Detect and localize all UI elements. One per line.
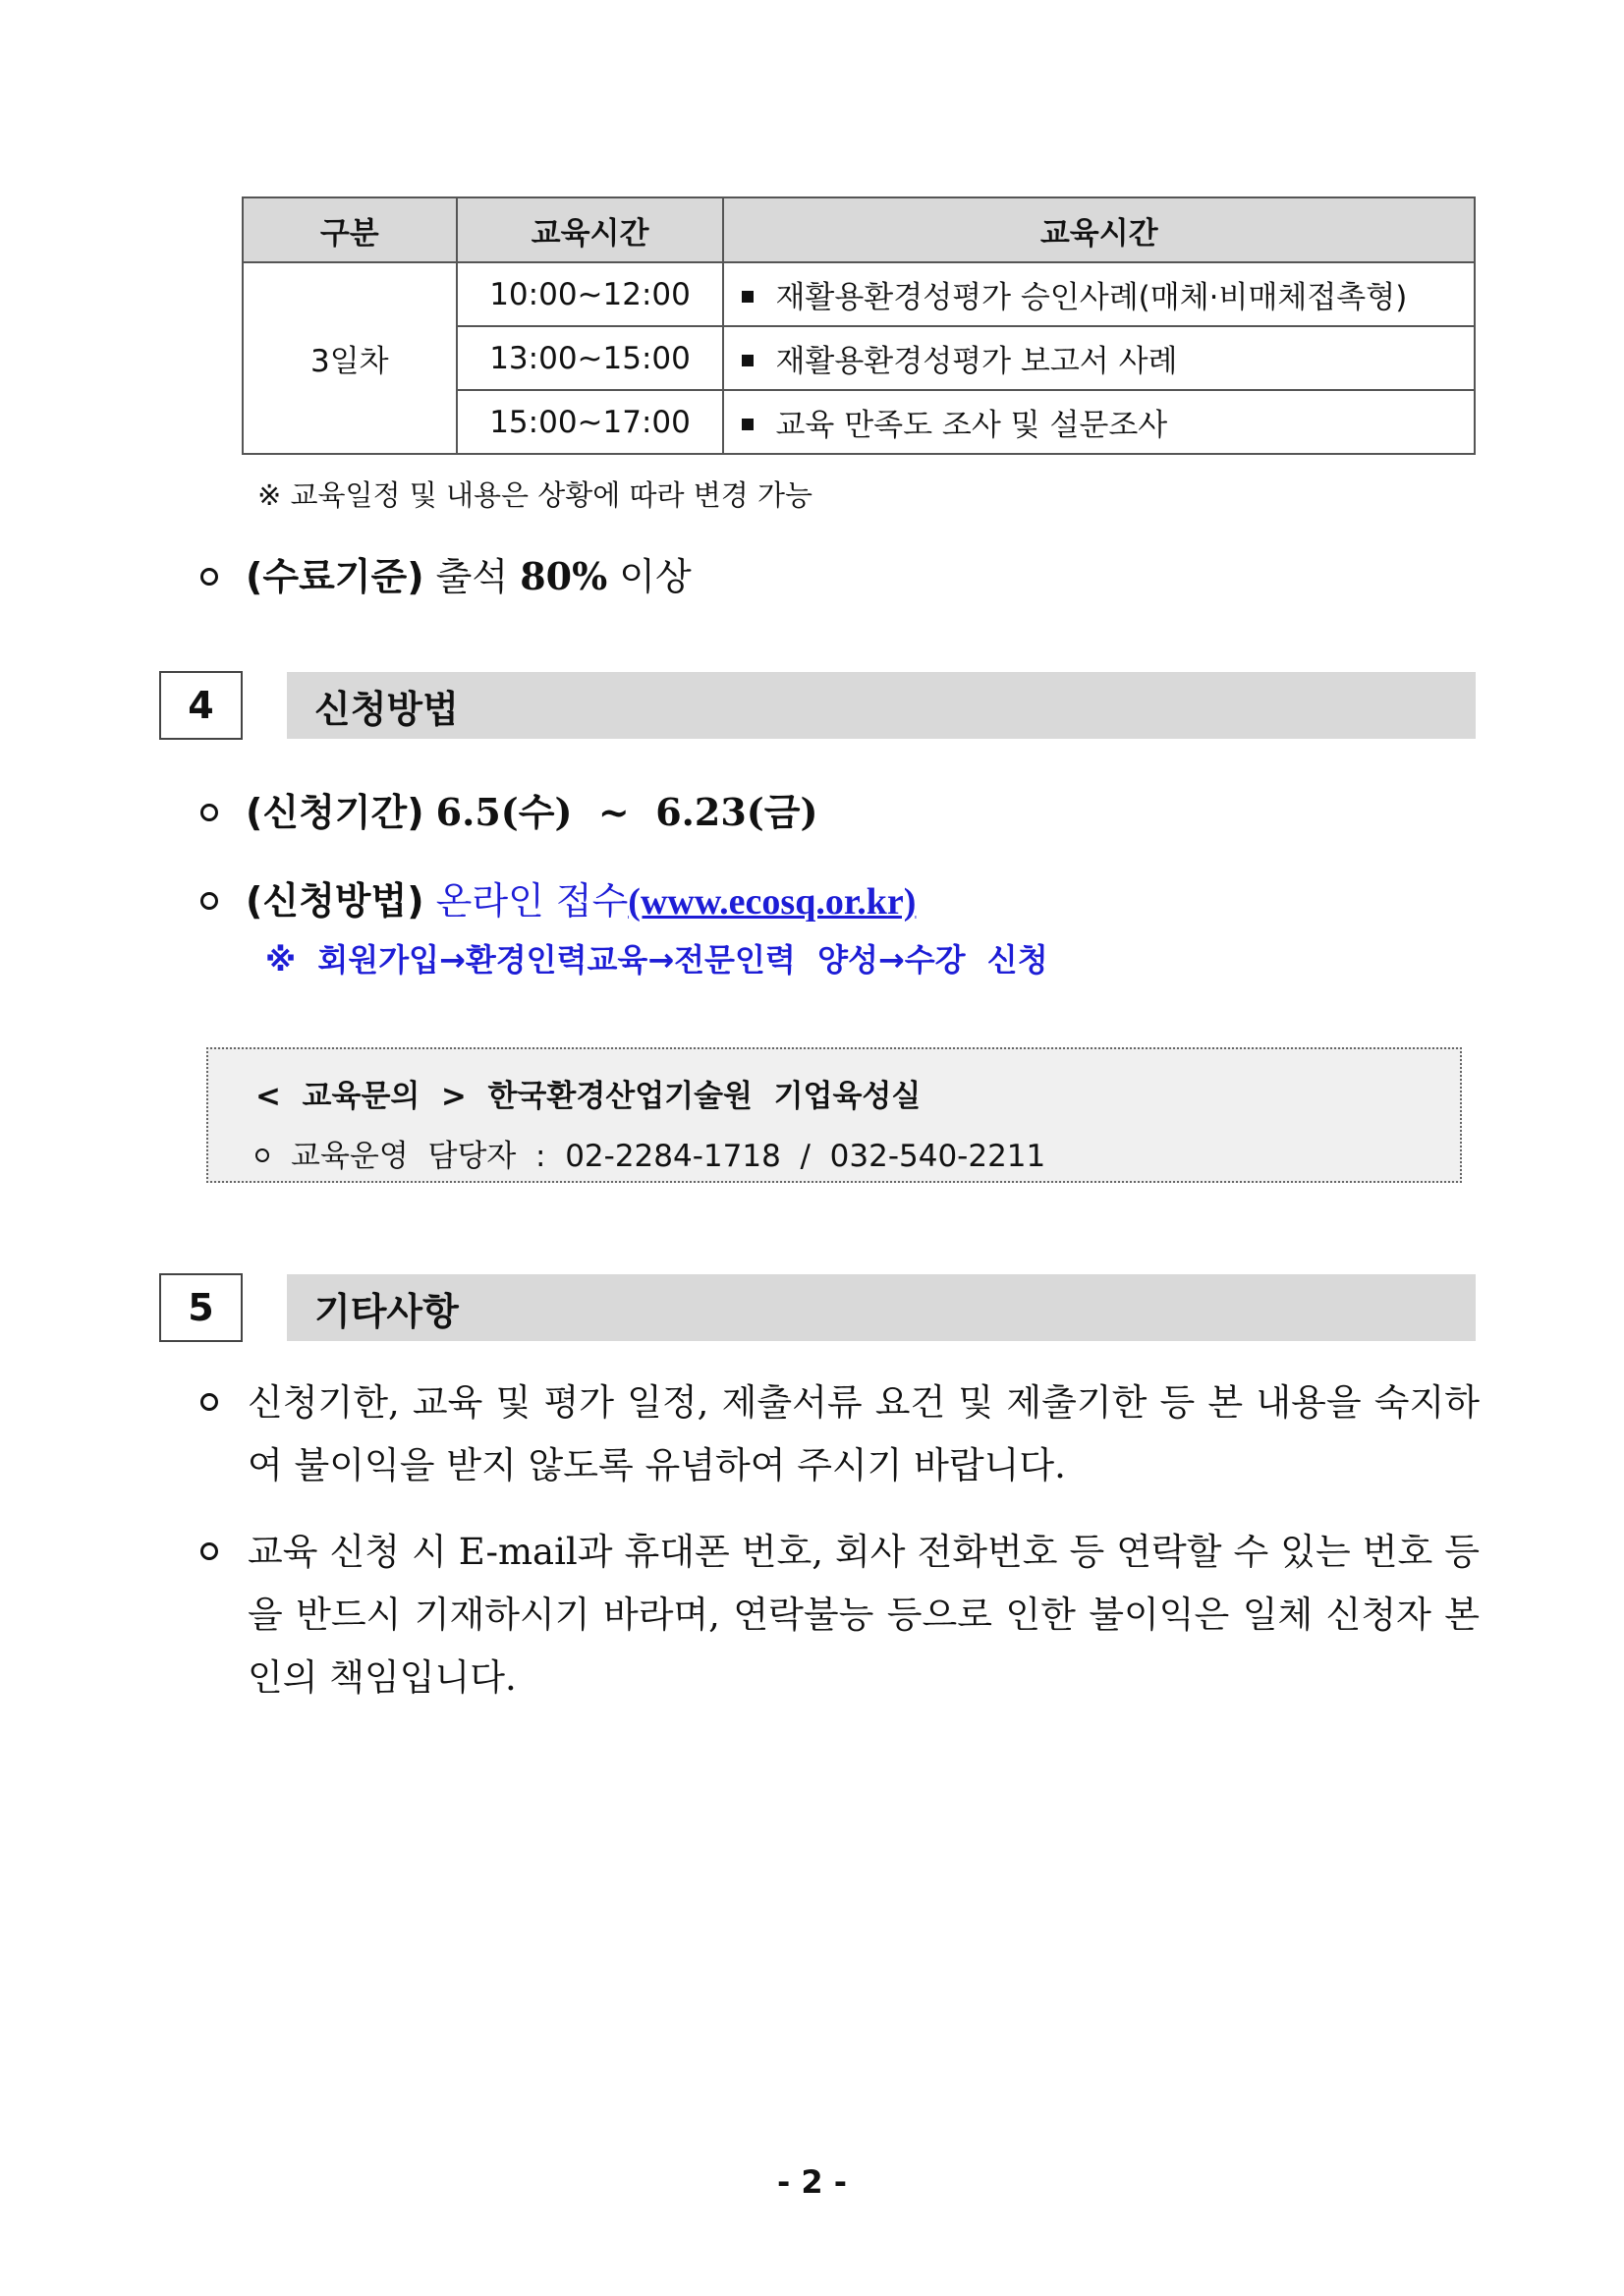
website-link[interactable]: (www.ecosq.or.kr) <box>628 881 917 923</box>
application-period <box>200 782 817 836</box>
section-number: 4 <box>159 671 243 740</box>
section-title: 기타사항 <box>287 1274 1476 1341</box>
completion-text-post: 이상 <box>619 555 692 598</box>
table-header-row <box>243 197 1475 262</box>
circle-bullet-icon <box>200 1542 218 1560</box>
row-content <box>723 390 1475 454</box>
application-method <box>200 870 916 924</box>
list-item <box>200 1372 1480 1497</box>
method-label: (신청방법) <box>246 879 424 923</box>
application-steps: ※ 회원가입→환경인력교육→전문인력 양성→수강 신청 <box>265 941 1048 979</box>
table-row <box>243 262 1475 326</box>
inquiry-contact <box>255 1131 1460 1175</box>
header-category: 구분 <box>243 197 457 262</box>
inquiry-box <box>206 1047 1462 1183</box>
inquiry-title: < 교육문의 > 한국환경산업기술원 기업육성실 <box>255 1079 922 1114</box>
list-item <box>200 1521 1480 1709</box>
section-number: 5 <box>159 1273 243 1342</box>
completion-label: (수료기준) <box>246 555 424 598</box>
method-text: 온라인 접수 <box>435 879 629 923</box>
section-title: 신청방법 <box>287 672 1476 739</box>
circle-bullet-icon <box>255 1148 269 1162</box>
row-content <box>723 262 1475 326</box>
period-value: 6.5(수) ~ 6.23(금) <box>435 790 818 834</box>
row-content-text: 재활용환경성평가 보고서 사례 <box>775 344 1178 379</box>
day-label: 3일차 <box>243 262 457 454</box>
row-time: 13:00~15:00 <box>457 326 724 390</box>
header-content: 교육시간 <box>723 197 1475 262</box>
completion-text: 출석 <box>435 555 509 598</box>
schedule-note: ※ 교육일정 및 내용은 상황에 따라 변경 가능 <box>257 478 813 512</box>
circle-bullet-icon <box>200 1393 218 1411</box>
circle-bullet-icon <box>200 568 218 586</box>
row-content-text: 재활용환경성평가 승인사례(매체·비매체접촉형) <box>775 280 1408 315</box>
row-time: 15:00~17:00 <box>457 390 724 454</box>
row-time: 10:00~12:00 <box>457 262 724 326</box>
square-bullet-icon <box>742 355 754 366</box>
square-bullet-icon <box>742 419 754 430</box>
page-number: - 2 - <box>776 2163 848 2201</box>
circle-bullet-icon <box>200 892 218 910</box>
square-bullet-icon <box>742 291 754 303</box>
item-text: 교육 신청 시 E-mail과 휴대폰 번호, 회사 전화번호 등 연락할 수 있는 번호 등을 반드시 기재하시기 바라며, 연락불능 등으로 인한 불이익은 일체 신청자 본인의 책임입니다. <box>248 1531 1480 1699</box>
row-content <box>723 326 1475 390</box>
schedule-table <box>242 196 1476 455</box>
completion-value: 80% <box>520 554 608 598</box>
row-content-text: 교육 만족도 조사 및 설문조사 <box>775 408 1168 443</box>
period-label: (신청기간) <box>246 791 424 834</box>
circle-bullet-icon <box>200 804 218 821</box>
item-text: 신청기한, 교육 및 평가 일정, 제출서류 요건 및 제출기한 등 본 내용을 숙지하여 불이익을 받지 않도록 유념하여 주시기 바랍니다. <box>248 1381 1480 1486</box>
contact-text: 교육운영 담당자 : 02-2284-1718 / 032-540-2211 <box>291 1139 1046 1174</box>
header-time: 교육시간 <box>457 197 724 262</box>
completion-line <box>200 546 692 600</box>
